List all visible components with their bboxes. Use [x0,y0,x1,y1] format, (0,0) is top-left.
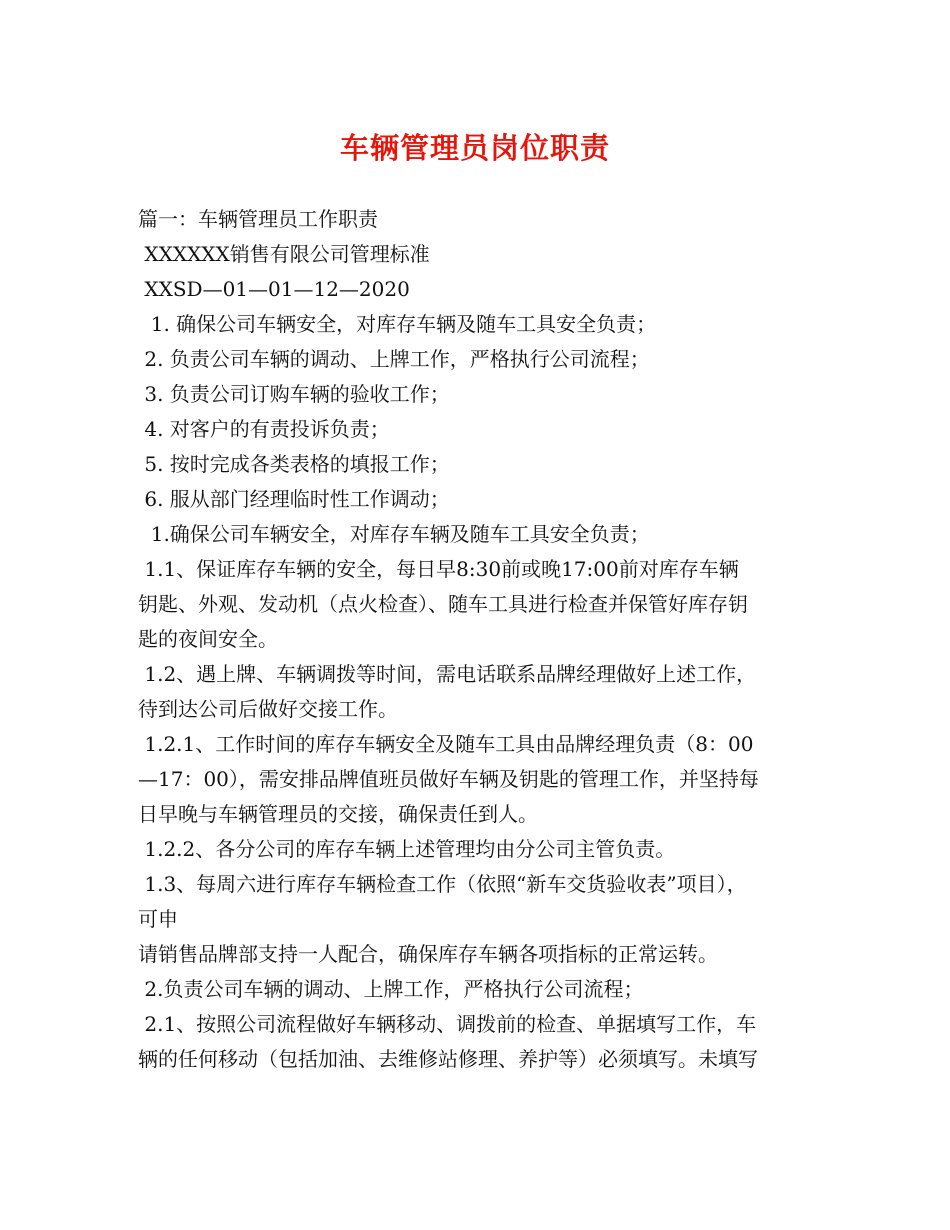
document-line: 1.2.1、工作时间的库存车辆安全及随车工具由品牌经理负责（8：00 [138,732,754,756]
document-line: 匙的夜间安全。 [138,627,278,651]
document-line: 3. 负责公司订购车辆的验收工作； [138,382,450,406]
document-body [138,202,828,1077]
document-line: 6. 服从部门经理临时性工作调动； [138,487,450,511]
document-line: 篇一：车辆管理员工作职责 [138,207,378,231]
document-line: 可申 [138,907,178,931]
document-line: 待到达公司后做好交接工作。 [138,697,398,721]
document-line: 1.3、每周六进行库存车辆检查工作（依照“新车交货验收表”项目）， [138,872,747,896]
document-line: 1.2、遇上牌、车辆调拨等时间，需电话联系品牌经理做好上述工作， [138,662,757,686]
document-line: 1. 确保公司车辆安全，对库存车辆及随车工具安全负责； [138,312,657,336]
document-line: 日早晚与车辆管理员的交接，确保责任到人。 [138,802,538,826]
document-line: 1.1、保证库存车辆的安全，每日早8:30前或晚17:00前对库存车辆 [138,557,739,581]
document-line: 辆的任何移动（包括加油、去维修站修理、养护等）必须填写。未填写 [138,1047,758,1071]
document-line: 4. 对客户的有责投诉负责； [138,417,390,441]
document-title: 车辆管理员岗位职责 [339,131,610,165]
document-line: 5. 按时完成各类表格的填报工作； [138,452,450,476]
document-line: 请销售品牌部支持一人配合，确保库存车辆各项指标的正常运转。 [138,942,718,966]
document-line: —17：00），需安排品牌值班员做好车辆及钥匙的管理工作，并坚持每 [138,767,759,791]
document-line: 1.确保公司车辆安全，对库存车辆及随车工具安全负责； [138,522,650,546]
document-line: 1.2.2、各分公司的库存车辆上述管理均由分公司主管负责。 [138,837,676,861]
document-line: 2.1、按照公司流程做好车辆移动、调拨前的检查、单据填写工作，车 [138,1012,757,1036]
document-line: 钥匙、外观、发动机（点火检查）、随车工具进行检查并保管好库存钥 [138,592,748,616]
document-line: 2.负责公司车辆的调动、上牌工作，严格执行公司流程； [138,977,644,1001]
document-line: XXXXXX销售有限公司管理标准 [138,242,430,266]
document-line: 2. 负责公司车辆的调动、上牌工作，严格执行公司流程； [138,347,650,371]
document-line: XXSD—01—01—12—2020 [138,277,410,301]
